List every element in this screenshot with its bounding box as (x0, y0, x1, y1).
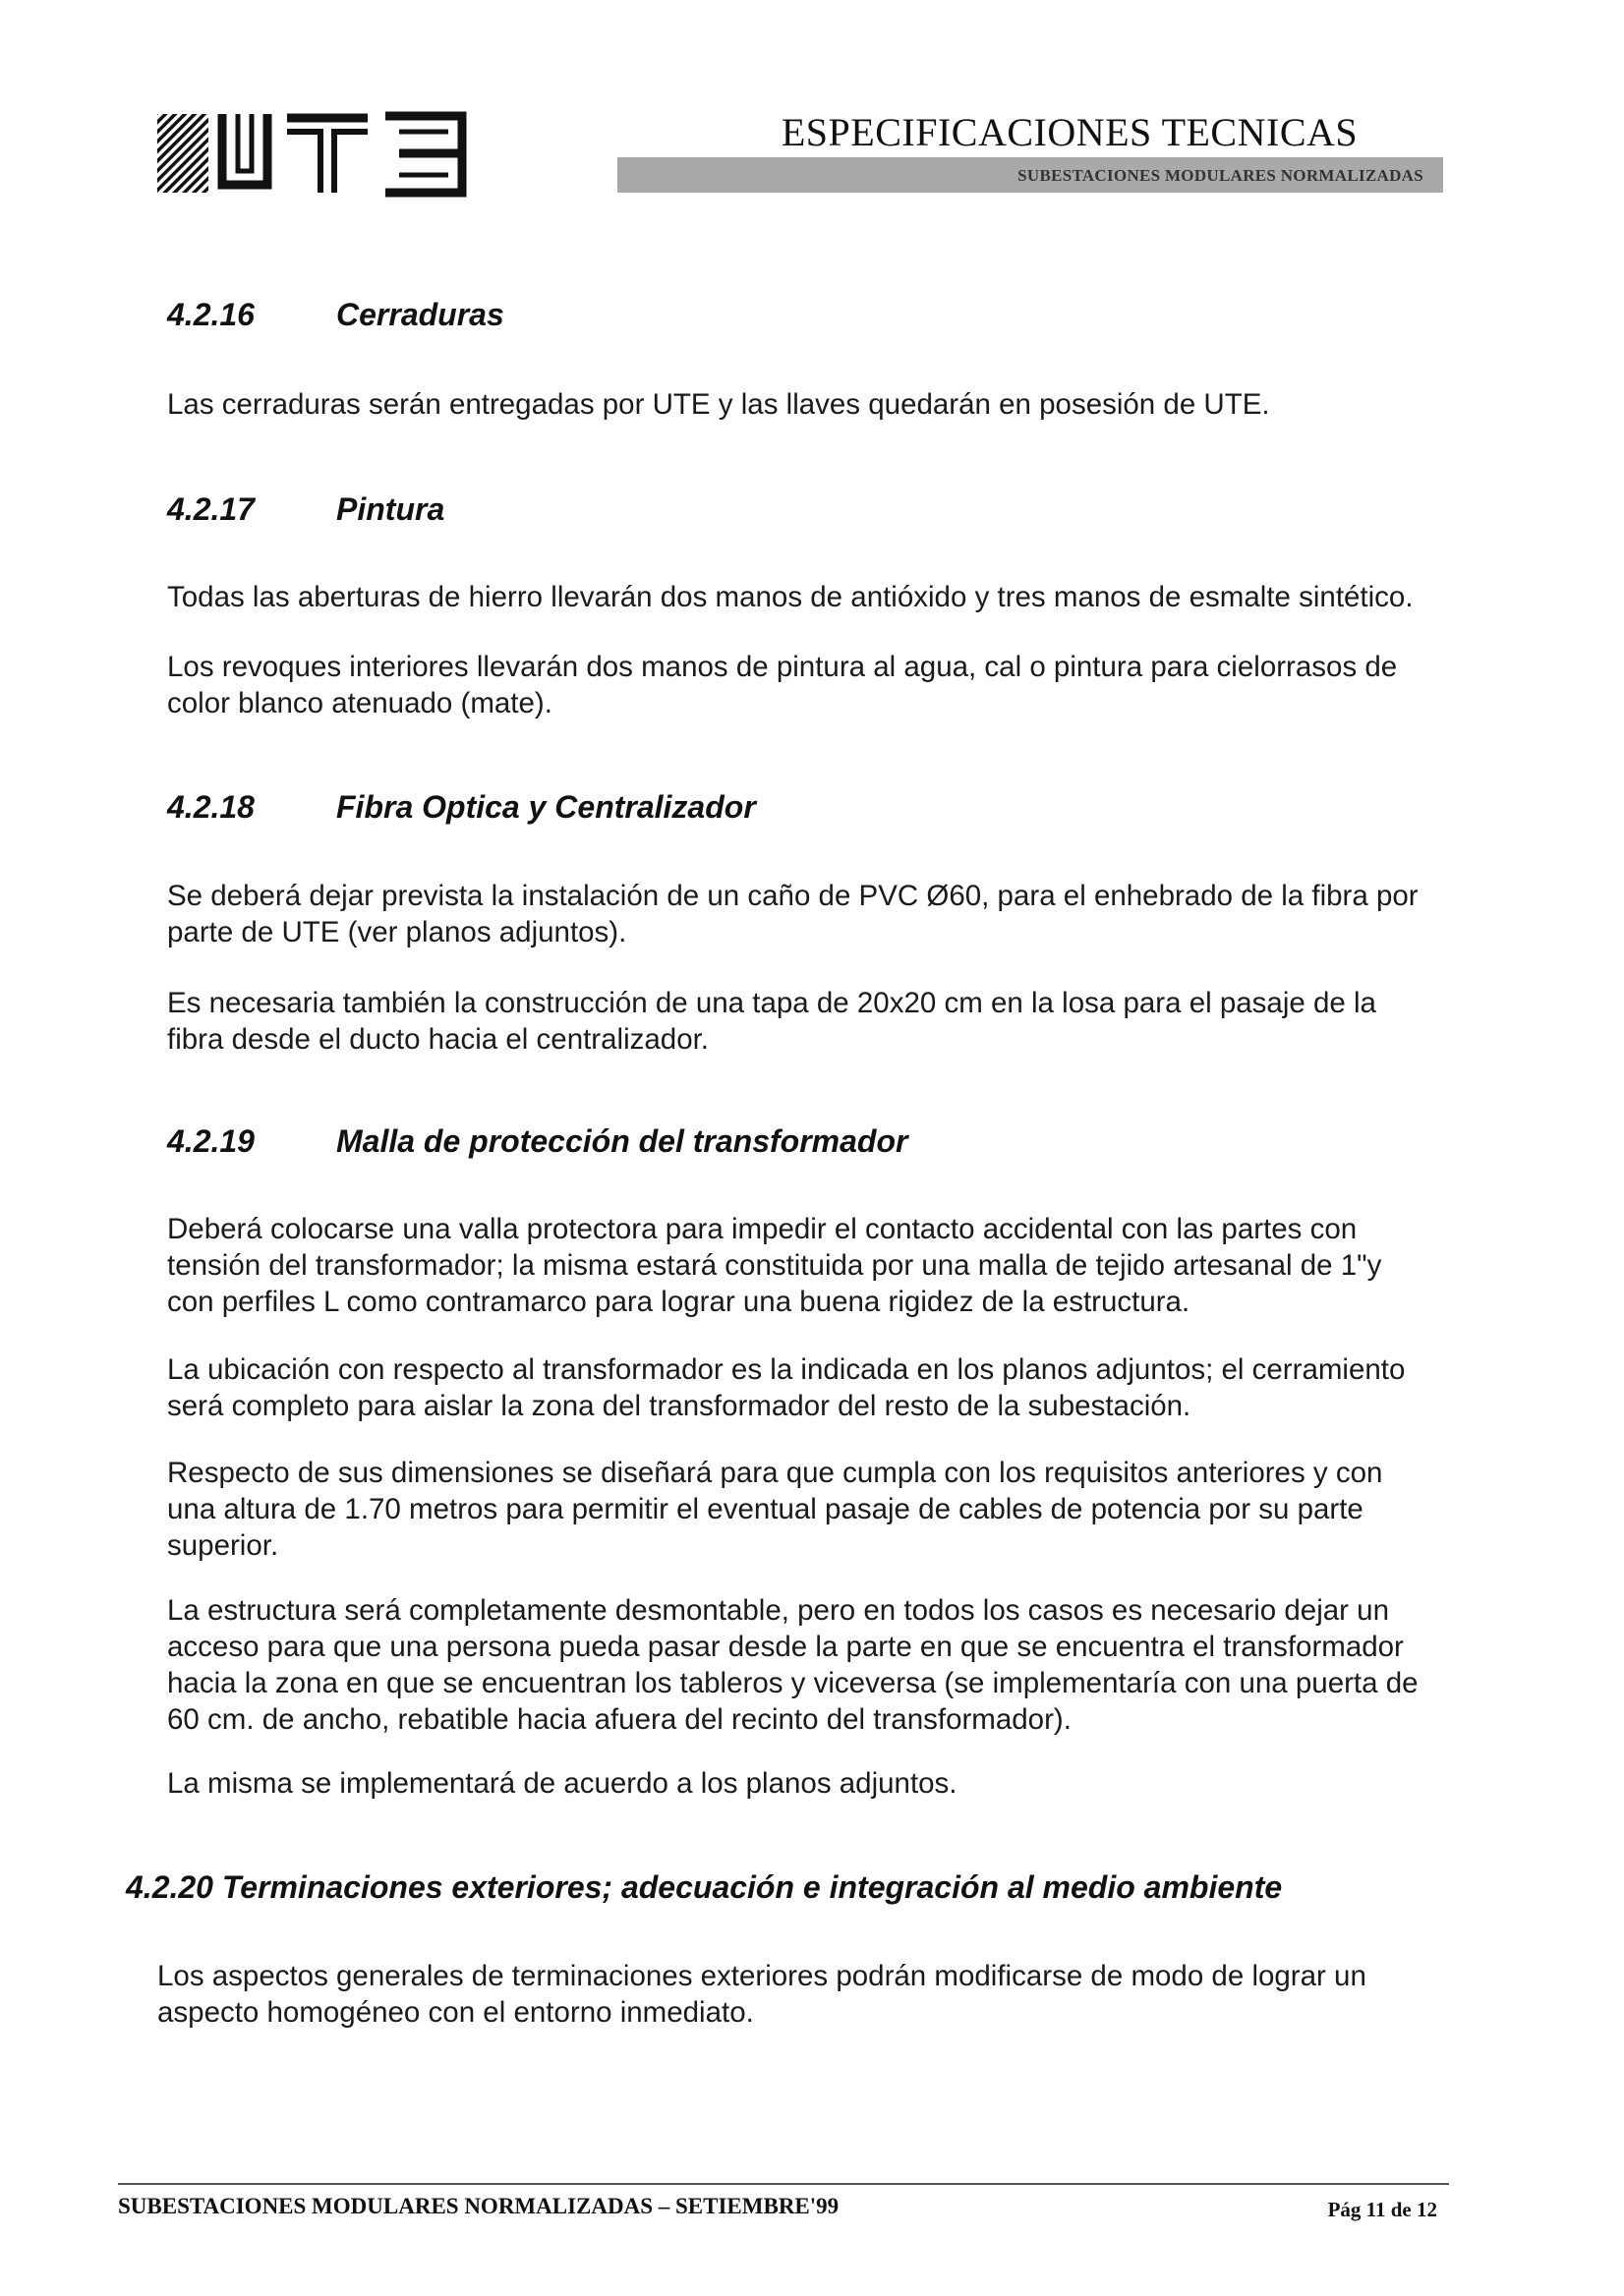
paragraph: Respecto de sus dimensiones se diseñará para que cumpla con los requisitos anteriores y con una altura de 1.70 metros para permitir el eventual pasaje de cables de potencia por su parte superior. (167, 1457, 1383, 1562)
logo-text: UTE (157, 110, 159, 111)
paragraph: La estructura será completamente desmontable, pero en todos los casos es necesario dejar un acceso para que una persona pueda pasar desde la parte en que se encuentra el transformador hacia la zona en que se encuentran los tableros y viceversa (se implementaría con una puerta de 60 cm. de ancho, rebatible hacia afuera del recinto del transformador). (167, 1594, 1419, 1736)
section-title: Malla de protección del transformador (336, 1123, 908, 1159)
document-header (617, 110, 1443, 193)
paragraph: Deberá colocarse una valla protectora para impedir el contacto accidental con las partes con tensión del transformador; la misma estará constituida por una malla de tejido artesanal de 1"y con perfiles L como contramarco para lograr una buena rigidez de la estructura. (167, 1213, 1382, 1318)
footer-divider (118, 2183, 1449, 2185)
paragraph: La ubicación con respecto al transformador es la indicada en los planos adjuntos; el cerramiento será completo para aislar la zona del transformador del resto de la subestación. (167, 1353, 1406, 1422)
section-heading-4-2-17 (167, 491, 444, 528)
section-title: Fibra Optica y Centralizador (336, 789, 756, 825)
paragraph: Las cerraduras serán entregadas por UTE y las llaves quedarán en posesión de UTE. (167, 388, 1270, 421)
paragraph: Los revoques interiores llevarán dos manos de pintura al agua, cal o pintura para cielorrasos de color blanco atenuado (mate). (167, 651, 1398, 719)
header-subtitle-bar: SUBESTACIONES MODULARES NORMALIZADAS (617, 157, 1443, 193)
header-title: ESPECIFICACIONES TECNICAS (781, 110, 1359, 154)
paragraph: Es necesaria también la construcción de una tapa de 20x20 cm en la losa para el pasaje de la fibra desde el ducto hacia el centralizador. (167, 987, 1376, 1056)
section-number: 4.2.16 (167, 297, 255, 332)
ute-logo (157, 110, 474, 201)
section-title: Cerraduras (336, 297, 504, 332)
section-number: 4.2.18 (167, 789, 255, 825)
paragraph: La misma se implementará de acuerdo a los planos adjuntos. (167, 1767, 957, 1800)
paragraph: Todas las aberturas de hierro llevarán dos manos de antióxido y tres manos de esmalte sintético. (167, 581, 1414, 613)
section-number: 4.2.17 (167, 491, 255, 527)
section-title: Terminaciones exteriores; adecuación e integración al medio ambiente (221, 1869, 1283, 1905)
paragraph: Los aspectos generales de terminaciones exteriores podrán modificarse de modo de lograr un aspecto homogéneo con el entorno inmediato. (157, 1960, 1366, 2029)
section-heading-4-2-16 (167, 297, 504, 333)
paragraph: Se deberá dejar prevista la instalación de un caño de PVC Ø60, para el enhebrado de la fibra por parte de UTE (ver planos adjuntos). (167, 880, 1419, 948)
footer-left-text: SUBESTACIONES MODULARES NORMALIZADAS – SETIEMBRE'99 (118, 2194, 840, 2218)
section-heading-4-2-18 (167, 789, 756, 826)
section-heading-4-2-20 (126, 1869, 1282, 1906)
page-number: Pág 11 de 12 (1327, 2198, 1437, 2221)
section-number: 4.2.20 (126, 1869, 213, 1905)
section-heading-4-2-19 (167, 1123, 907, 1160)
section-title: Pintura (336, 491, 445, 527)
section-number: 4.2.19 (167, 1123, 255, 1159)
